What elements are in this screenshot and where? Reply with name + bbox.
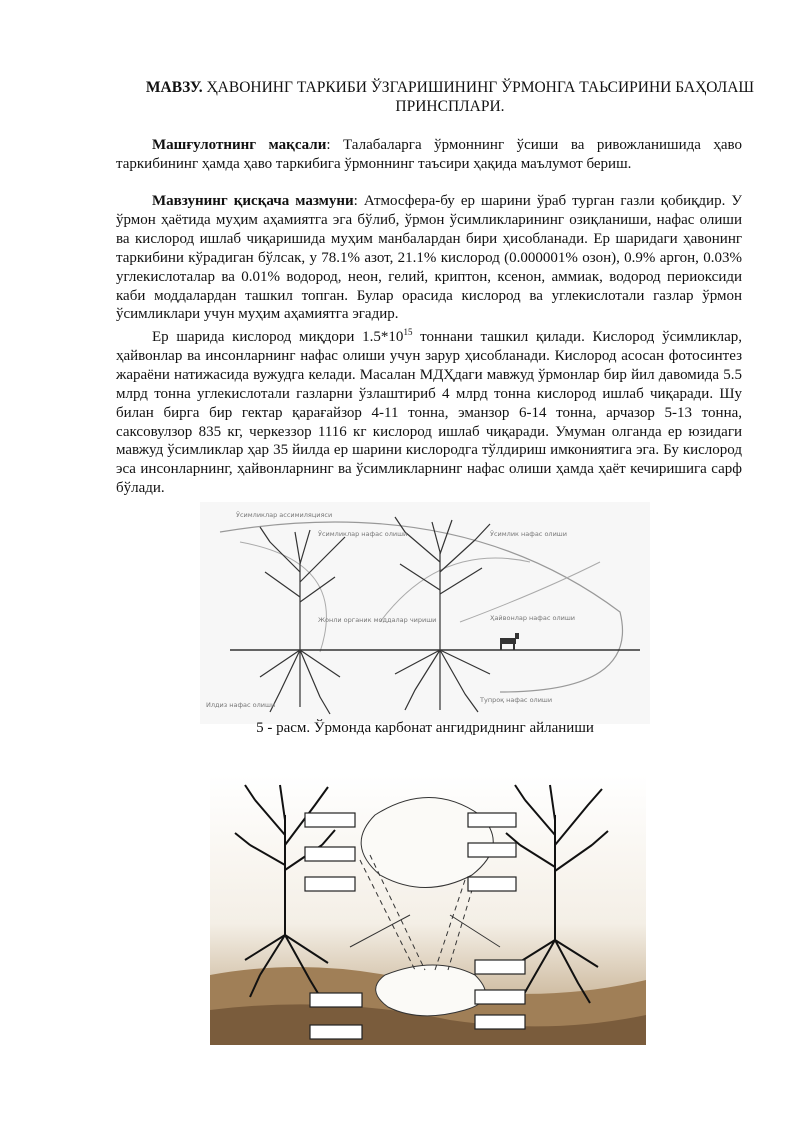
fig1-label-root-respiration: Илдиз нафас олиши	[206, 701, 276, 709]
blank-box	[468, 843, 516, 857]
fig1-label-assimilation: Ўсимликлар ассимиляцияси	[236, 511, 333, 519]
blank-box	[475, 1015, 525, 1029]
blank-box	[468, 877, 516, 891]
oxygen-exponent: 15	[403, 327, 413, 337]
goal-paragraph	[116, 136, 742, 174]
page-title	[140, 78, 760, 116]
summary-paragraph	[116, 192, 742, 324]
co2-cycle-figure	[200, 502, 650, 724]
fig1-label-decay: Жонли органик моддалар чириши	[318, 616, 437, 624]
blank-box	[310, 1025, 362, 1039]
title-label: МАВЗУ.	[145, 79, 203, 96]
blank-box	[310, 993, 362, 1007]
figure-caption: 5 - расм. Ўрмонда карбонат ангидриднинг айланиши	[256, 720, 594, 736]
blank-box	[468, 813, 516, 827]
goal-text: : Талабаларга ўрмоннинг ўсиши ва ривожланишида ҳаво таркибининг ҳамда ҳаво таркибига ўрмоннинг таъсири ҳақида маълумот бериш.	[116, 137, 743, 172]
blank-box	[305, 847, 355, 861]
fig1-label-animal-respiration: Ҳайвонлар нафас олиши	[490, 614, 575, 622]
fig1-label-plant-respiration-2: Ўсимлик нафас олиши	[490, 530, 567, 538]
goal-label: Машғулотнинг мақсали	[152, 137, 327, 153]
title-text: ҲАВОНИНГ ТАРКИБИ ЎЗГАРИШИНИНГ ЎРМОНГА ТАЬСИРИНИ БАҲОЛАШ ПРИНСПЛАРИ.	[206, 79, 755, 115]
summary-label: Мавзунинг қисқача мазмуни	[152, 193, 354, 209]
fig1-label-plant-respiration: Ўсимликлар нафас олиши	[318, 530, 408, 538]
blank-box	[305, 813, 355, 827]
blank-box	[475, 990, 525, 1004]
summary-text: : Атмосфера-бу ер шарини ўраб турган газли қобиқдир. У ўрмон ҳаётида муҳим аҳамиятга эга бўлиб, ўрмон ўсимликларининг озиқланиши, нафас олиши ва кислород ишлаб чиқаришида муҳим манбалардан бири ҳисобланади. Ер шаридаги ҳавонинг таркибини кўрадиган бўлсак, у 78.1% азот, 21.1% кислород (0.000001% озон), 0.9% аргон, 0.03% углекислоталар ва 0.01% водород, неон, гелий, криптон, ксенон, аммиак, водород периоксиди каби моддалардан ташкил топган. Булар орасида кислород ва углекислотали газлар ўрмон ўсимликлари учун муҳим аҳамиятга эгадир.	[116, 193, 742, 323]
oxygen-text-after: тоннани ташкил қилади. Кислород ўсимликлар, ҳайвонлар ва инсонларнинг нафас олиши учун зарур ҳисобланади. Кислород асосан фотосинтез жараёни натижасида вужудга келади. Масалан МДҲдаги мавжуд ўрмонлар бир йил давомида 5.5 млрд тонна углекислотали газларни ўзлаштириб 4 млрд тонна кислород ишлаб чиқаради. Шу билан бирга бир гектар қарағайзор 4-11 тонна, эманзор 6-14 тонна, арчазор 5-13 тонна, саксовулзор 835 кг, черкеззор 1116 кг кислород ишлаб чиқаради. Умуман олганда ер юзидаги мавжуд ўсимликлар ҳар 35 йилда ер шарини кислородга тўлдириш имкониятига эга. Бу кислород эса инсонларнинг, ҳайвонларнинг ва ўсимликларнинг нафас олиши ҳамда ҳаёт кечиришига сарф бўлади.	[116, 329, 743, 497]
oxygen-paragraph	[116, 323, 742, 498]
oxygen-exchange-figure	[210, 775, 646, 1045]
blank-box	[305, 877, 355, 891]
fig1-label-soil-respiration: Тупроқ нафас олиши	[480, 696, 553, 704]
oxygen-text-before: Ер шарида кислород миқдори 1.5*10	[152, 329, 404, 345]
blank-box	[475, 960, 525, 974]
